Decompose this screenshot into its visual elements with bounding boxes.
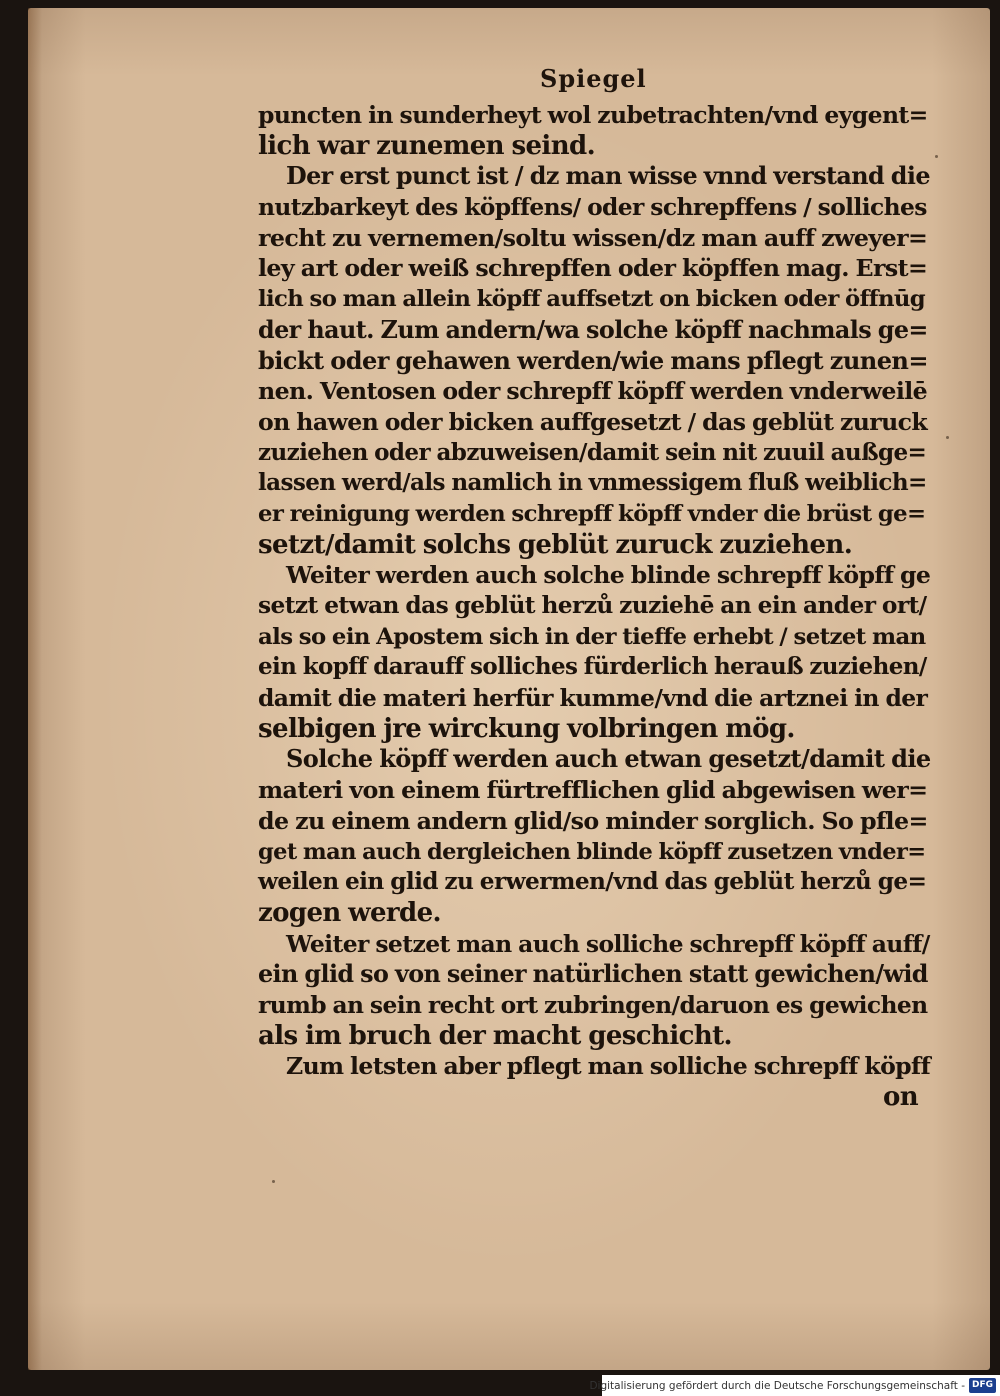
- page-speck: [946, 436, 949, 439]
- text-line: als so ein Apostem sich in der tieffe erhebt / setzet man: [258, 623, 926, 650]
- footer-credit: Digitalisierung gefördert durch die Deutsche Forschungsgemeinschaft -: [589, 1379, 965, 1392]
- text-line: materi von einem fürtrefflichen glid abgewisen wer=: [258, 776, 928, 805]
- text-line: rumb an sein recht ort zubringen/daruon es gewichen: [258, 990, 928, 1019]
- page-edge-shadow: [28, 8, 42, 1370]
- text-line: als im bruch der macht geschicht.: [258, 1020, 733, 1051]
- text-line: ein glid so von seiner natürlichen statt gewichen/wid: [258, 960, 928, 989]
- text-line: recht zu vernemen/soltu wissen/dz man auff zweyer=: [258, 223, 928, 252]
- text-line: ein kopff darauff solliches fürderlich herauß zuziehen/: [258, 653, 927, 681]
- text-line: setzt etwan das geblüt herzů zuziehē an ein ander ort/: [258, 592, 927, 619]
- text-line: bickt oder gehawen werden/wie mans pflegt zunen=: [258, 345, 928, 375]
- text-line: ley art oder weiß schrepffen oder köpffen mag. Erst=: [258, 254, 928, 283]
- text-line: de zu einem andern glid/so minder sorglich. So pfle=: [258, 806, 928, 835]
- catchword: on: [882, 1082, 918, 1112]
- text-line: der haut. Zum andern/wa solche köpff nachmals ge=: [258, 315, 928, 344]
- text-line: nutzbarkeyt des köpffens/ oder schrepffens / solliches: [258, 193, 927, 222]
- text-line: nen. Ventosen oder schrepff köpff werden vnderweilē: [258, 377, 928, 406]
- text-line: lich so man allein köpff auffsetzt on bicken oder öffnūg: [258, 286, 926, 313]
- text-line: Weiter setzet man auch solliche schrepff köpff auff/: [286, 929, 930, 958]
- text-line: lich war zunemen seind.: [258, 130, 596, 161]
- text-line: Solche köpff werden auch etwan gesetzt/damit die: [286, 744, 931, 774]
- text-line: er reinigung werden schrepff köpff vnder die brüst ge=: [258, 500, 926, 527]
- running-head: Spiegel: [540, 64, 647, 93]
- text-line: damit die materi herfür kumme/vnd die artznei in der: [258, 684, 928, 713]
- text-line: zogen werde.: [258, 897, 441, 928]
- text-line: setzt/damit solchs geblüt zuruck zuziehen.: [258, 529, 853, 560]
- text-line: selbigen jre wirckung volbringen mög.: [258, 713, 795, 744]
- page-speck: [272, 1180, 275, 1183]
- body-text: [258, 100, 938, 1113]
- footer-bar: [589, 1375, 1000, 1396]
- text-line: zuziehen oder abzuweisen/damit sein nit zuuil außge=: [258, 438, 927, 466]
- text-line: on hawen oder bicken auffgesetzt / das geblüt zuruck: [258, 407, 928, 436]
- text-line: Der erst punct ist / dz man wisse vnnd verstand die: [286, 162, 930, 191]
- dfg-logo: DFG: [969, 1378, 996, 1393]
- text-line: weilen ein glid zu erwermen/vnd das geblüt herzů ge=: [258, 868, 927, 896]
- text-line: puncten in sunderheyt wol zubetrachten/vnd eygent=: [258, 101, 928, 129]
- text-line: Zum letsten aber pflegt man solliche schrepff köpff: [286, 1052, 931, 1081]
- text-line: lassen werd/als namlich in vnmessigem fluß weiblich=: [258, 469, 927, 497]
- text-line: Weiter werden auch solche blinde schrepff köpff ge: [286, 561, 931, 590]
- text-line: get man auch dergleichen blinde köpff zusetzen vnder=: [258, 838, 926, 865]
